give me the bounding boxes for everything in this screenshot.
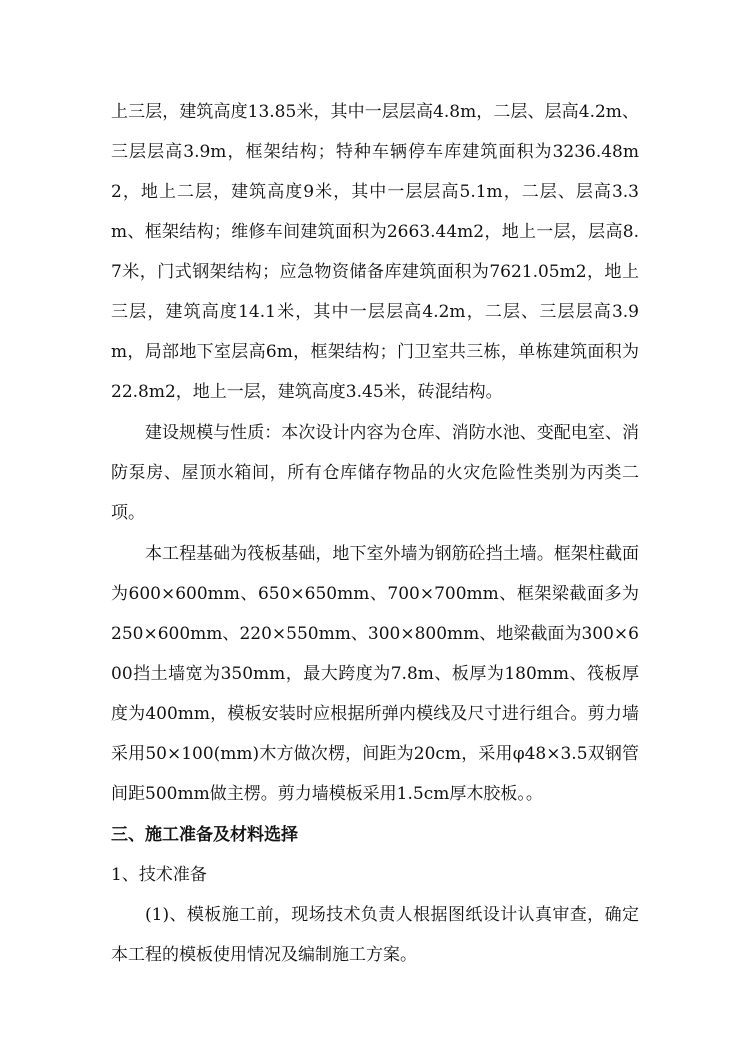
document-body (111, 92, 639, 975)
paragraph-technical-prep: (1)、模板施工前，现场技术负责人根据图纸设计认真审查，确定本工程的模板使用情况及编制施工方案。 (111, 905, 639, 965)
paragraph-building-details: 上三层，建筑高度13.85米，其中一层层高4.8m，二层、层高4.2m、三层层高3.9m，框架结构；特种车辆停车库建筑面积为3236.48m2，地上二层，建筑高度9米，其中一层层高5.1m，二层、层高3.3m、框架结构；维修车间建筑面积为2663.44m2，地上一层，层高8.7米，门式钢架结构；应急物资储备库建筑面积为7621.05m2，地上三层，建筑高度14.1米，其中一层层高4.2m，二层、三层层高3.9m，局部地下室层高6m，框架结构；门卫室共三栋，单栋建筑面积为22.8m2，地上一层，建筑高度3.45米，砖混结构。 (111, 102, 639, 402)
section-heading: 三、施工准备及材料选择 (111, 825, 298, 845)
paragraph-foundation-formwork: 本工程基础为筏板基础，地下室外墙为钢筋砼挡土墙。框架柱截面为600×600mm、650×650mm、700×700mm、框架梁截面多为250×600mm、220×550mm、300×800mm、地梁截面为300×600挡土墙宽为350mm，最大跨度为7.8m、板厚为180mm、筏板厚度为400mm，模板安装时应根据所弹内模线及尺寸进行组合。剪力墙采用50×100(mm)木方做次楞，间距为20cm，采用φ48×3.5双钢管间距500mm做主楞。剪力墙模板采用1.5cm厚木胶板。。 (111, 544, 639, 804)
subsection-heading: 1、技术准备 (111, 865, 207, 885)
paragraph-scale-nature: 建设规模与性质：本次设计内容为仓库、消防水池、变配电室、消防泵房、屋顶水箱间，所有仓库储存物品的火灾危险性类别为丙类二项。 (111, 423, 639, 523)
